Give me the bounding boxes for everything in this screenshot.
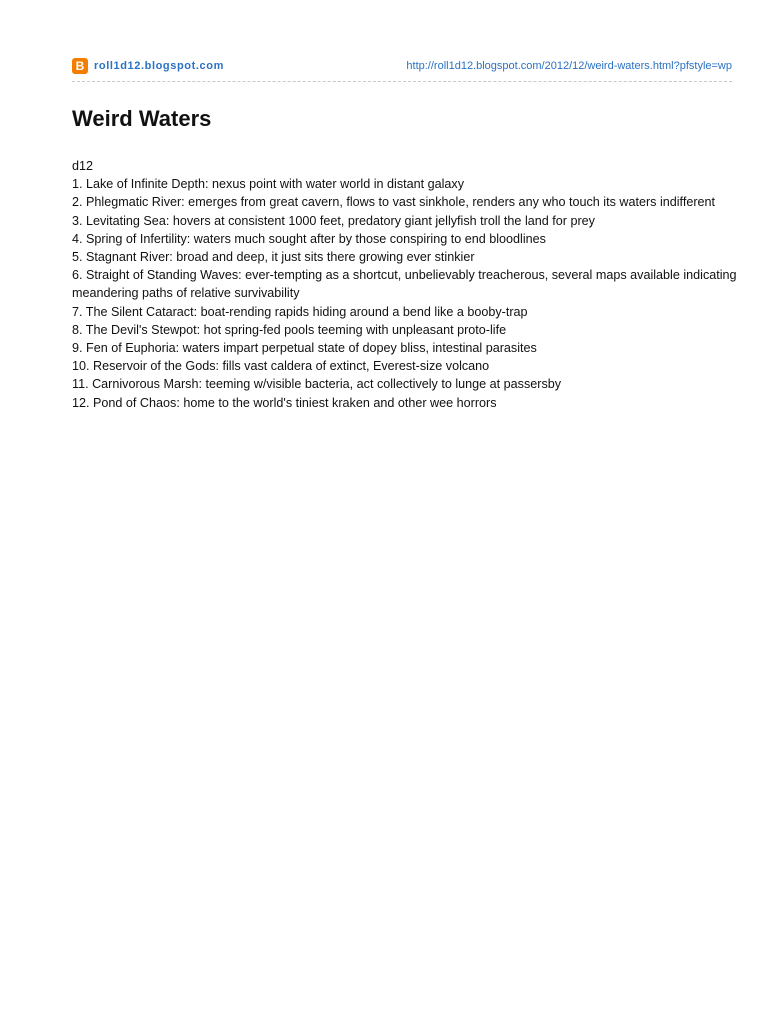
list-item: 12. Pond of Chaos: home to the world's tiniest kraken and other wee horrors [72,395,497,410]
list-item: 6. Straight of Standing Waves: ever-tempting as a shortcut, unbelievably treacherous, several maps available indicating meandering paths of relative survivability [72,268,737,301]
post-title: Weird Waters [72,106,212,131]
blogger-icon-letter: B [75,59,85,73]
list-item: 2. Phlegmatic River: emerges from great cavern, flows to vast sinkhole, renders any who touch its waters indifferent [72,195,716,210]
list-item: 4. Spring of Infertility: waters much sought after by those conspiring to end bloodlines [72,231,546,246]
list-item: 8. The Devil's Stewpot: hot spring-fed pools teeming with unpleasant proto-life [72,322,507,337]
page-header [72,58,732,78]
header-divider [72,81,732,82]
post-body [72,157,737,412]
list-item: 3. Levitating Sea: hovers at consistent 1000 feet, predatory giant jellyfish troll the land for prey [72,213,595,228]
blogger-icon [72,58,88,74]
list-item: 5. Stagnant River: broad and deep, it just sits there growing ever stinkier [72,250,475,265]
list-item: 11. Carnivorous Marsh: teeming w/visible bacteria, act collectively to lunge at passersby [72,377,562,392]
list-item: 9. Fen of Euphoria: waters impart perpetual state of dopey bliss, intestinal parasites [72,341,537,356]
list-item: 7. The Silent Cataract: boat-rending rapids hiding around a bend like a booby-trap [72,304,528,319]
source-url-link[interactable]: http://roll1d12.blogspot.com/2012/12/weird-waters.html?pfstyle=wp [406,60,732,72]
post-intro: d12 [72,159,94,173]
list-item: 10. Reservoir of the Gods: fills vast caldera of extinct, Everest-size volcano [72,359,490,374]
site-brand[interactable] [72,58,224,74]
site-name-link[interactable]: roll1d12.blogspot.com [94,60,224,72]
list-item: 1. Lake of Infinite Depth: nexus point with water world in distant galaxy [72,177,465,192]
